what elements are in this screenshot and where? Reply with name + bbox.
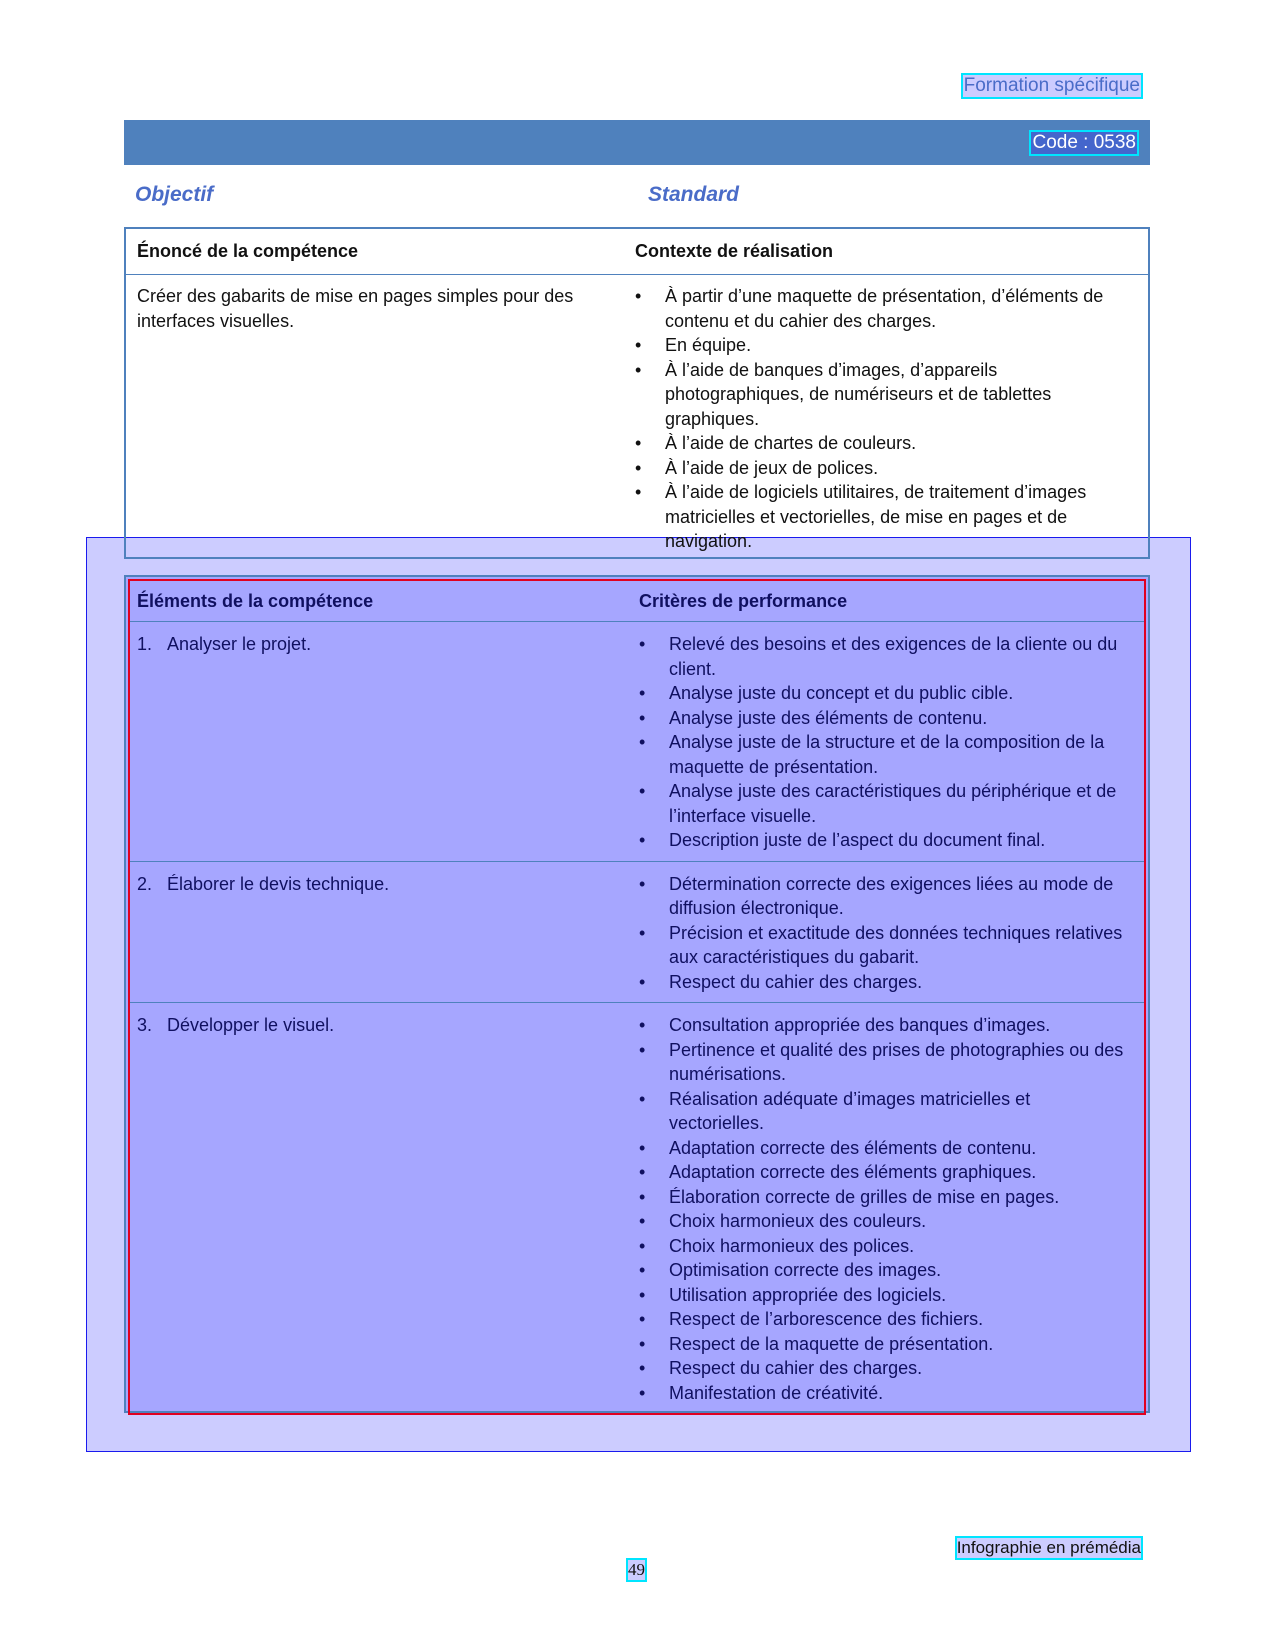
element-row	[130, 1002, 1144, 1413]
context-item: • À l’aide de logiciels utilitaires, de traitement d’images matricielles et vectorielles, de mise en pages et de navigation.	[635, 480, 1148, 554]
objective-heading: Objectif	[135, 183, 214, 206]
criterion-item: • Pertinence et qualité des prises de photographies ou des numérisations.	[639, 1038, 1144, 1087]
section-label: Formation spécifique	[963, 75, 1140, 96]
element-row	[130, 861, 1144, 1003]
criterion-item: • Respect de l’arborescence des fichiers.	[639, 1307, 1144, 1332]
criterion-item: • Réalisation adéquate d’images matricielles et vectorielles.	[639, 1087, 1144, 1136]
criteria-list	[639, 872, 1144, 995]
criterion-item: • Respect du cahier des charges.	[639, 970, 1144, 995]
element-row	[130, 622, 1144, 861]
element-number: 3.	[137, 1015, 153, 1035]
criterion-item: • Analyse juste des caractéristiques du périphérique et de l’interface visuelle.	[639, 779, 1144, 828]
element-number: 2.	[137, 873, 153, 894]
page-number: 49	[628, 1560, 645, 1579]
criterion-item: • Description juste de l’aspect du document final.	[639, 828, 1144, 853]
element-text: Développer le visuel.	[167, 1015, 335, 1035]
context-item: • À l’aide de chartes de couleurs.	[635, 431, 1148, 456]
criterion-item: • Respect du cahier des charges.	[639, 1356, 1144, 1381]
criteria-list	[639, 632, 1144, 853]
element-text: Analyser le projet.	[167, 634, 312, 654]
criterion-item: • Analyse juste du concept et du public cible.	[639, 681, 1144, 706]
col-header-elements: Éléments de la compétence	[137, 590, 374, 611]
performance-table	[124, 575, 1150, 1413]
criterion-item: • Adaptation correcte des éléments de contenu.	[639, 1136, 1144, 1161]
criterion-item: • Utilisation appropriée des logiciels.	[639, 1283, 1144, 1308]
criterion-item: • Relevé des besoins et des exigences de la cliente ou du client.	[639, 632, 1144, 681]
context-item: • En équipe.	[635, 333, 1148, 358]
criterion-item: • Choix harmonieux des polices.	[639, 1234, 1144, 1259]
criterion-item: • Précision et exactitude des données techniques relatives aux caractéristiques du gabarit.	[639, 921, 1144, 970]
col-header-statement: Énoncé de la compétence	[137, 241, 359, 261]
element-number: 1.	[137, 634, 153, 654]
criterion-item: • Détermination correcte des exigences liées au mode de diffusion électronique.	[639, 872, 1144, 921]
criterion-item: • Optimisation correcte des images.	[639, 1258, 1144, 1283]
criteria-cell	[639, 872, 1144, 995]
criteria-cell	[639, 1013, 1144, 1405]
element-label	[130, 872, 639, 995]
footer-program: Infographie en prémédia	[956, 1538, 1141, 1557]
criterion-item: • Consultation appropriée des banques d’images.	[639, 1013, 1144, 1038]
element-label	[130, 1013, 639, 1405]
criterion-item: • Analyse juste de la structure et de la composition de la maquette de présentation.	[639, 730, 1144, 779]
criterion-item: • Manifestation de créativité.	[639, 1381, 1144, 1406]
col-header-criteria: Critères de performance	[639, 590, 848, 611]
criterion-item: • Respect de la maquette de présentation.	[639, 1332, 1144, 1357]
context-item: • À l’aide de jeux de polices.	[635, 456, 1148, 481]
competency-code: Code : 0538	[1032, 132, 1136, 153]
competency-statement: Créer des gabarits de mise en pages simples pour des interfaces visuelles.	[137, 286, 574, 331]
col-header-context: Contexte de réalisation	[635, 241, 834, 261]
element-text: Élaborer le devis technique.	[167, 873, 390, 894]
competency-table	[124, 227, 1150, 559]
context-list	[635, 284, 1148, 554]
criterion-item: • Adaptation correcte des éléments graphiques.	[639, 1160, 1144, 1185]
criteria-cell	[639, 632, 1144, 853]
criterion-item: • Choix harmonieux des couleurs.	[639, 1209, 1144, 1234]
context-item: • À l’aide de banques d’images, d’appareils photographiques, de numériseurs et de tablettes graphiques.	[635, 358, 1148, 432]
element-label	[130, 632, 639, 853]
header-banner	[124, 120, 1150, 165]
criterion-item: • Analyse juste des éléments de contenu.	[639, 706, 1144, 731]
criterion-item: • Élaboration correcte de grilles de mise en pages.	[639, 1185, 1144, 1210]
standard-heading: Standard	[648, 183, 740, 206]
criteria-list	[639, 1013, 1144, 1405]
context-item: • À partir d’une maquette de présentation, d’éléments de contenu et du cahier des charges.	[635, 284, 1148, 333]
